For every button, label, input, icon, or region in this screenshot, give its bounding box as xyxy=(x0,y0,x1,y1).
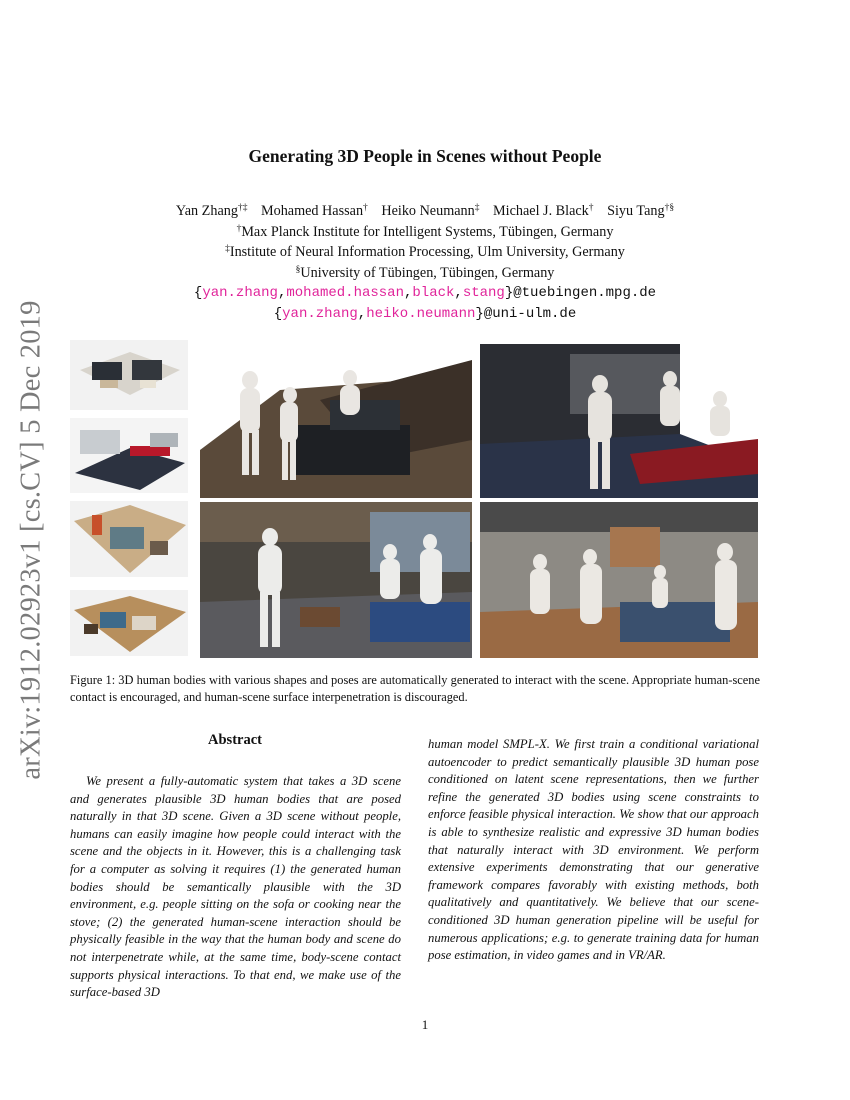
author-mark: †‡ xyxy=(237,203,248,213)
email-link[interactable]: yan.zhang xyxy=(282,305,358,322)
email-link[interactable]: mohamed.hassan xyxy=(286,285,404,301)
email-link[interactable]: stang xyxy=(462,285,505,301)
affiliation xyxy=(0,263,850,284)
author-name: Siyu Tang xyxy=(607,203,665,219)
email-link[interactable]: yan.zhang xyxy=(202,285,278,301)
email-line: {yan.zhang,mohamed.hassan,black,stang}@tuebingen.mpg.de xyxy=(193,285,657,301)
scene-thumbnail-4 xyxy=(70,590,188,656)
figure-caption: Figure 1: 3D human bodies with various shapes and poses are automatically generated to interact with the scene. Appropriate human-scene contact is encouraged, and human-scene surface interpenetration is discouraged. xyxy=(70,673,760,704)
email-brace: { xyxy=(273,305,283,322)
render-scene-4 xyxy=(480,502,758,658)
scene-thumbnail-2 xyxy=(70,418,188,493)
scene-thumbnail-1 xyxy=(70,340,188,410)
author-block xyxy=(0,201,850,324)
author-mark: †§ xyxy=(664,203,675,213)
render-scene-1 xyxy=(200,340,472,498)
affiliation-text: Max Planck Institute for Intelligent Systems, Tübingen, Germany xyxy=(241,223,614,240)
author-mark: ‡ xyxy=(474,203,480,213)
abstract-text-left: We present a fully-automatic system that takes a 3D scene and generates plausible 3D human bodies that are posed naturally in that 3D scene. Given a 3D scene without people, humans can easily imagine how people could interact with the scene and the objects in it. However, this is a challenging task for a computer as solving it requires (1) the generated human bodies should be semantically plausible with the 3D environment, e.g. people sitting on the sofa or cooking near the stove; (2) the generated human-scene interaction should be physically feasible in the way that the human body and scene do not interpenetrate while, at the same time, body-scene contact supports physical interactions. To that end, we make use of the surface-based 3D xyxy=(70,774,401,1000)
email-link[interactable]: black xyxy=(412,285,455,301)
abstract-text-right: human model SMPL-X. We first train a conditional variational autoencoder to predict semantically plausible 3D human pose conditioned on latent scene representations, then we further refine the generated 3D bodies using scene constraints to enforce feasible physical interaction. We show that our approach is able to synthesize realistic and expressive 3D human bodies that naturally interact with 3D environment. We perform extensive experiments demonstrating that our generative framework compares favorably with existing methods, both qualitatively and quantitatively. We believe that our scene-conditioned 3D human generation pipeline will be useful for numerous applications; e.g. to generate training data for human pose estimation, in video games and in VR/AR. xyxy=(428,737,759,963)
paper-title: Generating 3D People in Scenes without People xyxy=(248,146,602,166)
render-scene-3 xyxy=(200,502,472,658)
affiliation xyxy=(0,242,850,263)
render-scene-2 xyxy=(480,344,758,498)
scene-thumbnail-3 xyxy=(70,501,188,577)
affiliation-text: Institute of Neural Information Processing, Ulm University, Germany xyxy=(229,244,625,260)
page-number: 1 xyxy=(421,1017,429,1032)
affiliation-mark: § xyxy=(295,264,301,275)
author-mark: † xyxy=(588,203,594,213)
email-line: {yan.zhang,heiko.neumann}@uni-ulm.de xyxy=(273,305,577,322)
affiliation-mark: † xyxy=(236,223,242,234)
email-link[interactable]: heiko.neumann xyxy=(366,305,476,322)
author-name: Michael J. Black xyxy=(493,203,589,219)
affiliation-mark: ‡ xyxy=(225,244,230,254)
email-domain: @tuebingen.mpg.de xyxy=(513,285,657,301)
arxiv-stamp-text: arXiv:1912.02923v1 [cs.CV] 5 Dec 2019 xyxy=(16,300,47,780)
author-mark: † xyxy=(363,203,368,213)
email-brace: } xyxy=(504,285,514,301)
arxiv-stamp xyxy=(4,300,60,780)
email-domain: @uni-ulm.de xyxy=(483,305,577,322)
author-name: Yan Zhang xyxy=(175,203,238,219)
email-brace: } xyxy=(475,305,484,322)
author-name: Heiko Neumann xyxy=(381,203,475,219)
affiliation-text: University of Tübingen, Tübingen, Germany xyxy=(300,264,555,281)
email-brace: { xyxy=(193,285,203,301)
affiliation xyxy=(0,222,850,243)
author-name: Mohamed Hassan xyxy=(260,203,364,219)
abstract-heading: Abstract xyxy=(208,732,262,748)
figure-1 xyxy=(70,340,758,660)
author-list xyxy=(0,201,850,222)
